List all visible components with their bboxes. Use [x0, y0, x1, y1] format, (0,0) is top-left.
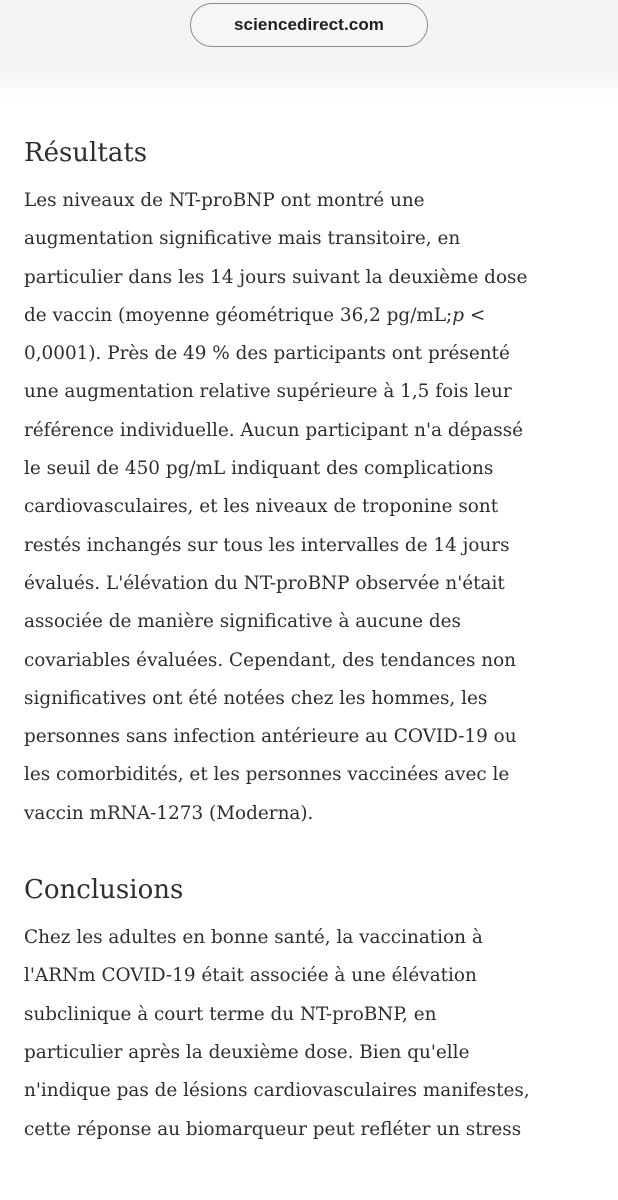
text-line: Chez les adultes en bonne santé, la vaccination à	[24, 927, 483, 949]
text-line: particulier dans les 14 jours suivant la deuxième dose	[24, 266, 528, 288]
text-line: une augmentation relative supérieure à 1,5 fois leur	[24, 381, 512, 403]
text-line: le seuil de 450 pg/mL indiquant des complications	[24, 458, 494, 480]
conclusions-paragraph	[24, 919, 596, 1149]
text-line: significatives ont été notées chez les hommes, les	[24, 687, 488, 709]
text-line: évalués. L'élévation du NT-proBNP observée n'était	[24, 572, 505, 594]
text-fragment: de vaccin (moyenne géométrique 36,2 pg/mL;	[24, 304, 453, 326]
text-line: l'ARNm COVID-19 était associée à une élévation	[24, 965, 477, 987]
text-line: personnes sans infection antérieure au COVID-19 ou	[24, 726, 517, 748]
conclusions-section	[24, 865, 596, 1149]
text-line: les comorbidités, et les personnes vaccinées avec le	[24, 764, 510, 786]
results-paragraph	[24, 182, 596, 833]
text-line: restés inchangés sur tous les intervalles de 14 jours	[24, 534, 510, 556]
text-line: 0,0001). Près de 49 % des participants ont présenté	[24, 343, 510, 365]
text-line: vaccin mRNA-1273 (Moderna).	[24, 802, 314, 824]
text-line	[24, 297, 596, 335]
text-line: augmentation significative mais transitoire, en	[24, 228, 461, 250]
results-heading: Résultats	[24, 138, 148, 168]
address-bar[interactable]: sciencedirect.com	[190, 3, 428, 47]
text-fragment: <	[464, 304, 486, 326]
browser-top-bar	[0, 0, 618, 100]
results-section	[24, 128, 596, 833]
conclusions-heading: Conclusions	[24, 875, 184, 906]
text-line: subclinique à court terme du NT-proBNP, en	[24, 1003, 437, 1025]
text-line: associée de manière significative à aucune des	[24, 611, 461, 633]
text-line: n'indique pas de lésions cardiovasculaires manifestes,	[24, 1080, 530, 1102]
text-line: Les niveaux de NT-proBNP ont montré une	[24, 190, 425, 211]
text-line: covariables évaluées. Cependant, des tendances non	[24, 649, 517, 671]
text-line: cardiovasculaires, et les niveaux de troponine sont	[24, 496, 499, 518]
p-value-symbol: p	[452, 304, 465, 326]
text-line: cette réponse au biomarqueur peut refléter un stress	[24, 1118, 522, 1140]
article-body	[24, 128, 596, 1149]
text-line: référence individuelle. Aucun participant n'a dépassé	[24, 419, 524, 441]
text-line: particulier après la deuxième dose. Bien qu'elle	[24, 1041, 470, 1063]
